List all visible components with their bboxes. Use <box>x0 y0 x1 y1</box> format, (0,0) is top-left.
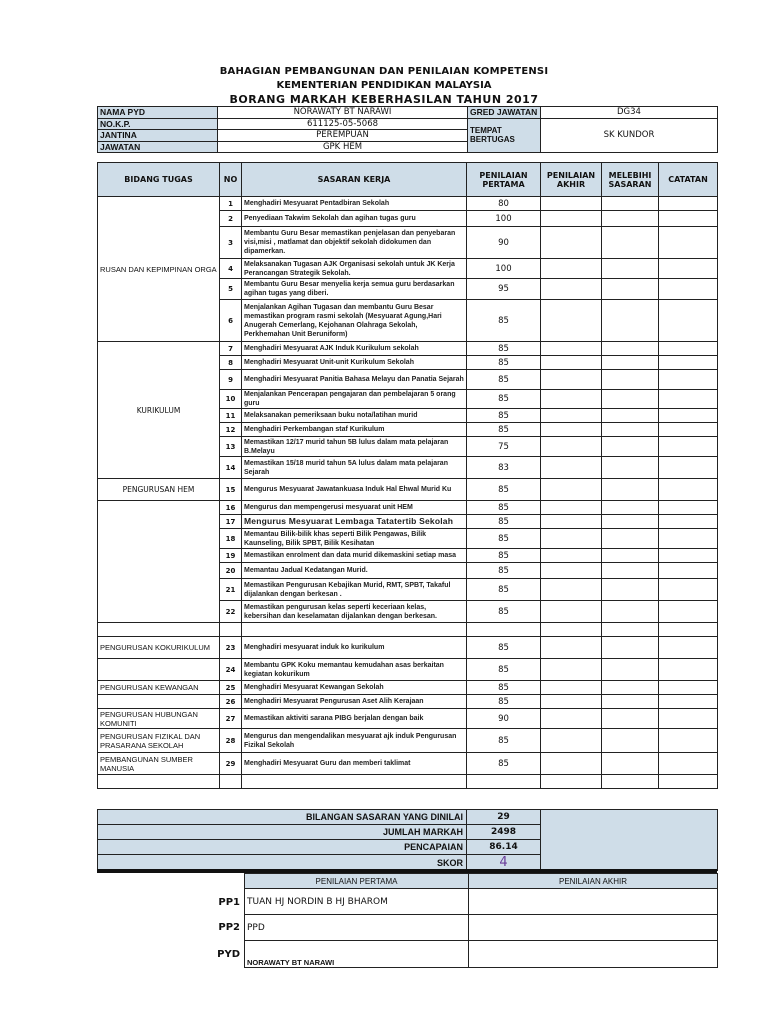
row-catatan-cell <box>659 501 718 515</box>
row-catatan-cell <box>659 563 718 579</box>
row-penilaian-pertama: 80 <box>467 197 541 211</box>
bidang-tugas-cell: PENGURUSAN FIZIKAL DAN PRASARANA SEKOLAH <box>98 729 220 753</box>
row-sasaran-kerja: Menghadiri Mesyuarat Unit-unit Kurikulum Sekolah <box>242 356 467 370</box>
row-melebihi-cell <box>602 659 659 681</box>
row-melebihi-cell <box>602 300 659 342</box>
row-akhir-cell <box>541 390 602 409</box>
col-pertama-header: PENILAIAN PERTAMA <box>467 163 541 197</box>
pyd-akhir-cell <box>469 941 718 968</box>
row-akhir-cell <box>541 423 602 437</box>
row-penilaian-pertama: 85 <box>467 529 541 549</box>
row-number: 24 <box>220 659 242 681</box>
row-number: 20 <box>220 563 242 579</box>
table-row <box>98 501 718 515</box>
row-sasaran-kerja: Memastikan Pengurusan Kebajikan Murid, RMT, SPBT, Takaful dijalankan dengan berkesan . <box>242 579 467 601</box>
nama-value: NORAWATY BT NARAWI <box>218 107 468 119</box>
row-catatan-cell <box>659 227 718 259</box>
row-akhir-cell <box>541 637 602 659</box>
row-penilaian-pertama: 85 <box>467 637 541 659</box>
jantina-value: PEREMPUAN <box>218 130 468 142</box>
table-row <box>98 709 718 729</box>
row-penilaian-pertama: 85 <box>467 601 541 623</box>
row-akhir-cell <box>541 729 602 753</box>
row-catatan-cell <box>659 300 718 342</box>
row-sasaran-kerja: Melaksanakan pemeriksaan buku nota/latihan murid <box>242 409 467 423</box>
row-number: 9 <box>220 370 242 390</box>
row-penilaian-pertama: 85 <box>467 681 541 695</box>
row-akhir-cell <box>541 515 602 529</box>
row-akhir-cell <box>541 563 602 579</box>
col-sasaran-header: SASARAN KERJA <box>242 163 467 197</box>
empty-cell <box>659 775 718 789</box>
bilangan-value: 29 <box>467 810 541 825</box>
row-akhir-cell <box>541 709 602 729</box>
targets-table <box>97 162 718 789</box>
bidang-tugas-cell <box>98 695 220 709</box>
row-penilaian-pertama: 85 <box>467 579 541 601</box>
row-melebihi-cell <box>602 563 659 579</box>
row-penilaian-pertama: 85 <box>467 342 541 356</box>
row-penilaian-pertama: 85 <box>467 370 541 390</box>
pyd-name: NORAWATY BT NARAWI <box>245 941 469 968</box>
row-sasaran-kerja: Melaksanakan Tugasan AJK Organisasi sekolah untuk JK Kerja Perancangan Strategik Sekolah. <box>242 259 467 279</box>
row-melebihi-cell <box>602 601 659 623</box>
row-sasaran-kerja: Menghadiri Mesyuarat Kewangan Sekolah <box>242 681 467 695</box>
row-akhir-cell <box>541 479 602 501</box>
row-sasaran-kerja: Menghadiri Mesyuarat Pentadbiran Sekolah <box>242 197 467 211</box>
row-number: 23 <box>220 637 242 659</box>
row-melebihi-cell <box>602 479 659 501</box>
row-catatan-cell <box>659 579 718 601</box>
row-melebihi-cell <box>602 579 659 601</box>
row-number: 8 <box>220 356 242 370</box>
row-number: 1 <box>220 197 242 211</box>
col-akhir-header: PENILAIAN AKHIR <box>541 163 602 197</box>
row-number: 2 <box>220 211 242 227</box>
row-melebihi-cell <box>602 370 659 390</box>
empty-cell <box>242 775 467 789</box>
row-akhir-cell <box>541 279 602 300</box>
signature-table <box>244 873 718 968</box>
table-row <box>98 695 718 709</box>
col-catatan-header: CATATAN <box>659 163 718 197</box>
row-melebihi-cell <box>602 637 659 659</box>
row-akhir-cell <box>541 227 602 259</box>
tempat-label: TEMPAT BERTUGAS <box>468 118 541 153</box>
row-number: 5 <box>220 279 242 300</box>
row-melebihi-cell <box>602 390 659 409</box>
jumlah-value: 2498 <box>467 825 541 840</box>
row-number: 11 <box>220 409 242 423</box>
row-sasaran-kerja: Membantu Guru Besar memastikan penjelasan dan penyebaran visi,misi , matlamat dan objektif sekolah didokumen dan dipamerkan. <box>242 227 467 259</box>
table-row <box>98 342 718 356</box>
row-akhir-cell <box>541 501 602 515</box>
row-number: 13 <box>220 437 242 457</box>
row-number: 21 <box>220 579 242 601</box>
row-catatan-cell <box>659 479 718 501</box>
empty-cell <box>220 775 242 789</box>
row-melebihi-cell <box>602 342 659 356</box>
pencapaian-value: 86.14 <box>467 840 541 855</box>
table-row <box>98 637 718 659</box>
row-melebihi-cell <box>602 409 659 423</box>
row-catatan-cell <box>659 279 718 300</box>
row-sasaran-kerja: Menjalankan Pencerapan pengajaran dan pembelajaran 5 orang guru <box>242 390 467 409</box>
pp1-akhir-cell <box>469 889 718 915</box>
row-number: 15 <box>220 479 242 501</box>
row-sasaran-kerja: Menghadiri Perkembangan staf Kurikulum <box>242 423 467 437</box>
row-number: 17 <box>220 515 242 529</box>
row-melebihi-cell <box>602 695 659 709</box>
table-row <box>98 479 718 501</box>
row-sasaran-kerja: Memastikan pengurusan kelas seperti keceriaan kelas, kebersihan dan keselamatan dijalankan dengan berkesan. <box>242 601 467 623</box>
row-catatan-cell <box>659 457 718 479</box>
row-melebihi-cell <box>602 709 659 729</box>
row-number: 3 <box>220 227 242 259</box>
row-catatan-cell <box>659 695 718 709</box>
empty-cell <box>98 623 220 637</box>
row-penilaian-pertama: 85 <box>467 390 541 409</box>
row-penilaian-pertama: 100 <box>467 211 541 227</box>
empty-cell <box>541 775 602 789</box>
row-sasaran-kerja: Membantu GPK Koku memantau kemudahan asas berkaitan kegiatan kokurikum <box>242 659 467 681</box>
pp1-label: PP1 <box>218 897 240 908</box>
row-sasaran-kerja: Menghadiri mesyuarat induk ko kurikulum <box>242 637 467 659</box>
pp1-name: TUAN HJ NORDIN B HJ BHAROM <box>245 889 469 915</box>
row-number: 10 <box>220 390 242 409</box>
row-sasaran-kerja: Mengurus dan mempengerusi mesyuarat unit HEM <box>242 501 467 515</box>
row-sasaran-kerja: Membantu Guru Besar menyelia kerja semua guru berdasarkan agihan tugas yang diberi. <box>242 279 467 300</box>
row-penilaian-pertama: 85 <box>467 356 541 370</box>
row-melebihi-cell <box>602 729 659 753</box>
row-melebihi-cell <box>602 515 659 529</box>
row-catatan-cell <box>659 637 718 659</box>
row-number: 19 <box>220 549 242 563</box>
row-penilaian-pertama: 85 <box>467 729 541 753</box>
empty-cell <box>659 623 718 637</box>
row-akhir-cell <box>541 259 602 279</box>
row-number: 25 <box>220 681 242 695</box>
row-number: 29 <box>220 753 242 775</box>
row-sasaran-kerja: Menghadiri Mesyuarat Guru dan memberi taklimat <box>242 753 467 775</box>
bidang-tugas-cell: PENGURUSAN KEWANGAN <box>98 681 220 695</box>
row-catatan-cell <box>659 423 718 437</box>
row-sasaran-kerja: Menghadiri Mesyuarat Panitia Bahasa Melayu dan Panatia Sejarah <box>242 370 467 390</box>
row-catatan-cell <box>659 659 718 681</box>
row-sasaran-kerja: Memastikan 15/18 murid tahun 5A lulus dalam mata pelajaran Sejarah <box>242 457 467 479</box>
nama-label: NAMA PYD <box>98 107 218 119</box>
row-melebihi-cell <box>602 356 659 370</box>
bidang-tugas-cell: PENGURUSAN KOKURIKULUM <box>98 637 220 659</box>
empty-row <box>98 623 718 637</box>
row-sasaran-kerja: Memastikan aktiviti sarana PIBG berjalan dengan baik <box>242 709 467 729</box>
row-melebihi-cell <box>602 501 659 515</box>
row-melebihi-cell <box>602 211 659 227</box>
table-row <box>98 681 718 695</box>
row-penilaian-pertama: 100 <box>467 259 541 279</box>
pyd-label: PYD <box>217 949 240 960</box>
bidang-tugas-cell: RUSAN DAN KEPIMPINAN ORGA <box>98 197 220 342</box>
tempat-value: SK KUNDOR <box>541 118 718 153</box>
row-sasaran-kerja: Memastikan 12/17 murid tahun 5B lulus dalam mata pelajaran B.Melayu <box>242 437 467 457</box>
row-penilaian-pertama: 85 <box>467 515 541 529</box>
bidang-tugas-cell <box>98 501 220 623</box>
table-row <box>98 729 718 753</box>
bidang-tugas-cell: KURIKULUM <box>98 342 220 479</box>
row-catatan-cell <box>659 370 718 390</box>
row-melebihi-cell <box>602 457 659 479</box>
empty-cell <box>467 623 541 637</box>
col-bidang-header: BIDANG TUGAS <box>98 163 220 197</box>
row-catatan-cell <box>659 549 718 563</box>
pencapaian-label: PENCAPAIAN <box>98 840 467 855</box>
empty-cell <box>467 775 541 789</box>
gred-label: GRED JAWATAN <box>468 107 541 119</box>
row-sasaran-kerja: Menjalankan Agihan Tugasan dan membantu Guru Besar memastikan program rasmi sekolah (Mesyuarat Agung,Hari Anugerah Cemerlang, Kejohanan Olahraga Sekolah, Perkhemahan Unit Beruniform) <box>242 300 467 342</box>
empty-cell <box>98 775 220 789</box>
officer-info-table <box>97 106 718 153</box>
jantina-label: JANTINA <box>98 130 218 142</box>
row-number: 16 <box>220 501 242 515</box>
row-akhir-cell <box>541 370 602 390</box>
row-penilaian-pertama: 90 <box>467 227 541 259</box>
summary-table <box>97 809 718 871</box>
empty-cell <box>541 623 602 637</box>
row-number: 12 <box>220 423 242 437</box>
skor-value: 4 <box>467 855 541 871</box>
pp2-akhir-cell <box>469 915 718 941</box>
row-catatan-cell <box>659 753 718 775</box>
row-penilaian-pertama: 85 <box>467 563 541 579</box>
empty-cell <box>242 623 467 637</box>
bilangan-label: BILANGAN SASARAN YANG DINILAI <box>98 810 467 825</box>
row-penilaian-pertama: 85 <box>467 549 541 563</box>
row-akhir-cell <box>541 659 602 681</box>
row-penilaian-pertama: 85 <box>467 501 541 515</box>
row-akhir-cell <box>541 681 602 695</box>
row-sasaran-kerja: Menghadiri Mesyuarat AJK Induk Kurikulum sekolah <box>242 342 467 356</box>
table-row <box>98 197 718 211</box>
row-akhir-cell <box>541 529 602 549</box>
row-akhir-cell <box>541 356 602 370</box>
row-akhir-cell <box>541 437 602 457</box>
row-melebihi-cell <box>602 227 659 259</box>
row-sasaran-kerja: Mengurus Mesyuarat Jawatankuasa Induk Hal Ehwal Murid Ku <box>242 479 467 501</box>
row-akhir-cell <box>541 695 602 709</box>
row-number: 18 <box>220 529 242 549</box>
row-penilaian-pertama: 83 <box>467 457 541 479</box>
row-catatan-cell <box>659 601 718 623</box>
row-akhir-cell <box>541 601 602 623</box>
row-sasaran-kerja: Mengurus Mesyuarat Lembaga Tatatertib Sekolah <box>242 515 467 529</box>
row-penilaian-pertama: 85 <box>467 659 541 681</box>
form-ministry-title: KEMENTERIAN PENDIDIKAN MALAYSIA <box>276 80 492 91</box>
row-number: 4 <box>220 259 242 279</box>
row-melebihi-cell <box>602 259 659 279</box>
row-melebihi-cell <box>602 549 659 563</box>
empty-cell <box>602 623 659 637</box>
row-akhir-cell <box>541 300 602 342</box>
sig-akhir-header: PENILAIAN AKHIR <box>469 874 718 889</box>
row-akhir-cell <box>541 579 602 601</box>
row-penilaian-pertama: 75 <box>467 437 541 457</box>
nokp-value: 611125-05-5068 <box>218 118 468 130</box>
empty-cell <box>220 623 242 637</box>
row-catatan-cell <box>659 729 718 753</box>
skor-label: SKOR <box>98 855 467 871</box>
row-catatan-cell <box>659 709 718 729</box>
row-number: 26 <box>220 695 242 709</box>
jawatan-value: GPK HEM <box>218 141 468 153</box>
table-row <box>98 753 718 775</box>
bidang-tugas-cell <box>98 659 220 681</box>
row-melebihi-cell <box>602 437 659 457</box>
row-sasaran-kerja: Memantau Jadual Kedatangan Murid. <box>242 563 467 579</box>
row-akhir-cell <box>541 342 602 356</box>
row-number: 27 <box>220 709 242 729</box>
row-penilaian-pertama: 85 <box>467 409 541 423</box>
empty-cell <box>602 775 659 789</box>
row-catatan-cell <box>659 259 718 279</box>
nokp-label: NO.K.P. <box>98 118 218 130</box>
row-akhir-cell <box>541 549 602 563</box>
row-number: 22 <box>220 601 242 623</box>
row-catatan-cell <box>659 409 718 423</box>
row-catatan-cell <box>659 356 718 370</box>
row-catatan-cell <box>659 390 718 409</box>
jumlah-label: JUMLAH MARKAH <box>98 825 467 840</box>
row-akhir-cell <box>541 211 602 227</box>
sig-pertama-header: PENILAIAN PERTAMA <box>245 874 469 889</box>
table-row <box>98 659 718 681</box>
row-penilaian-pertama: 95 <box>467 279 541 300</box>
row-penilaian-pertama: 85 <box>467 479 541 501</box>
row-melebihi-cell <box>602 423 659 437</box>
row-melebihi-cell <box>602 681 659 695</box>
gred-value: DG34 <box>541 107 718 119</box>
row-melebihi-cell <box>602 753 659 775</box>
row-sasaran-kerja: Penyediaan Takwim Sekolah dan agihan tugas guru <box>242 211 467 227</box>
row-number: 6 <box>220 300 242 342</box>
row-catatan-cell <box>659 197 718 211</box>
jawatan-label: JAWATAN <box>98 141 218 153</box>
form-department-title: BAHAGIAN PEMBANGUNAN DAN PENILAIAN KOMPETENSI <box>219 66 549 77</box>
row-penilaian-pertama: 85 <box>467 423 541 437</box>
row-sasaran-kerja: Memastikan enrolment dan data murid dikemaskini setiap masa <box>242 549 467 563</box>
row-penilaian-pertama: 85 <box>467 753 541 775</box>
row-melebihi-cell <box>602 529 659 549</box>
bidang-tugas-cell: PENGURUSAN HEM <box>98 479 220 501</box>
pp2-label: PP2 <box>218 922 240 933</box>
row-number: 14 <box>220 457 242 479</box>
row-melebihi-cell <box>602 279 659 300</box>
row-penilaian-pertama: 85 <box>467 300 541 342</box>
bidang-tugas-cell: PEMBANGUNAN SUMBER MANUSIA <box>98 753 220 775</box>
row-catatan-cell <box>659 437 718 457</box>
row-catatan-cell <box>659 529 718 549</box>
row-catatan-cell <box>659 515 718 529</box>
row-akhir-cell <box>541 197 602 211</box>
row-number: 28 <box>220 729 242 753</box>
row-catatan-cell <box>659 211 718 227</box>
bidang-tugas-cell: PENGURUSAN HUBUNGAN KOMUNITI <box>98 709 220 729</box>
pp2-name: PPD <box>245 915 469 941</box>
row-penilaian-pertama: 85 <box>467 695 541 709</box>
row-number: 7 <box>220 342 242 356</box>
row-akhir-cell <box>541 409 602 423</box>
row-penilaian-pertama: 90 <box>467 709 541 729</box>
row-catatan-cell <box>659 681 718 695</box>
summary-blank <box>541 810 718 871</box>
row-sasaran-kerja: Menghadiri Mesyuarat Pengurusan Aset Alih Kerajaan <box>242 695 467 709</box>
row-akhir-cell <box>541 753 602 775</box>
row-melebihi-cell <box>602 197 659 211</box>
row-sasaran-kerja: Mengurus dan mengendalikan mesyuarat ajk induk Pengurusan Fizikal Sekolah <box>242 729 467 753</box>
col-melebihi-header: MELEBIHI SASARAN <box>602 163 659 197</box>
row-catatan-cell <box>659 342 718 356</box>
row-sasaran-kerja: Memantau Bilik-bilik khas seperti Bilik Pengawas, Bilik Kaunseling, Bilik SPBT, Bilik Kesihatan <box>242 529 467 549</box>
empty-row <box>98 775 718 789</box>
col-no-header: NO <box>220 163 242 197</box>
form-main-title: BORANG MARKAH KEBERHASILAN TAHUN 2017 <box>229 93 539 106</box>
row-akhir-cell <box>541 457 602 479</box>
